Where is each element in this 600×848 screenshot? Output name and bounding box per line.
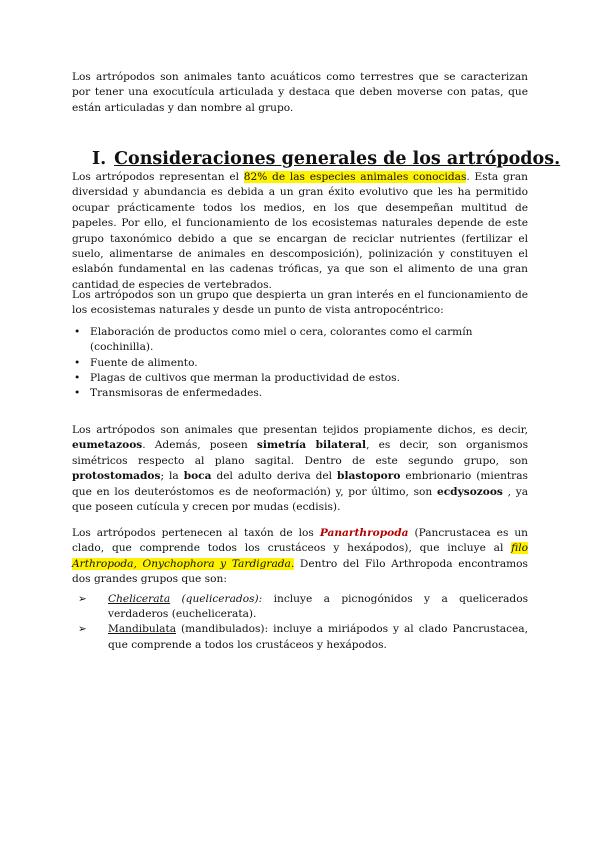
p3-t1: Los artrópodos son animales que presentan tejidos propiamente dichos, es decir,: [72, 424, 528, 436]
list-item: • Plagas de cultivos que merman la productividad de estos.: [90, 371, 528, 386]
list-item: [108, 622, 528, 653]
list-item: [108, 592, 528, 623]
arrow-list: [72, 592, 528, 654]
term-ecdysozoos: ecdysozoos: [436, 485, 503, 498]
term-blastoporo: blastoporo: [337, 470, 401, 483]
p4-t2: (Pancrustacea es un clado, que comprende todos los crustáceos y hexápodos), que incluye al: [72, 527, 528, 555]
bullet-list: [72, 325, 528, 402]
section-number: I.: [92, 149, 107, 169]
p4-highlight: filo Arthropoda, Onychophora y Tardigrada.: [72, 542, 528, 570]
term-protostomados: protostomados: [72, 470, 161, 483]
group-name: Chelicerata: [108, 592, 171, 605]
p1-text-b: . Esta gran diversidad y abundancia es debida a un gran éxito evolutivo que les ha permitido ocupar prácticamente todos los medios, en los que desempeñan multitud de papeles. Por ello, el funcionamiento de los ecosistemas naturales depende de este grupo taxonómico debido a que se encargan de reciclar nutrientes (fertilizar el suelo, alimentarse de animales en descomposición), polinización y constituyen el eslabón fundamental en las cadenas tróficas, ya que son el alimento de una gran cantidad de especies de vertebrados.: [72, 171, 528, 291]
term-boca: boca: [183, 470, 212, 483]
paragraph-taxonomy: [72, 526, 528, 653]
list-item: • Fuente de alimento.: [90, 356, 528, 371]
p4-t1: Los artrópodos pertenecen al taxón de los: [72, 527, 320, 539]
group-desc: incluye a picnogónidos y a quelicerados verdaderos (euchelicerata).: [108, 592, 529, 621]
list-item: • Transmisoras de enfermedades.: [90, 386, 528, 401]
section-heading: [92, 148, 560, 170]
p1-highlight: 82% de las especies animales conocidas: [243, 171, 467, 183]
p3-t5: del adulto deriva del: [211, 470, 338, 483]
paragraph-characteristics: [72, 423, 528, 515]
p3-t7: , ya que poseen cutícula y crecen por mudas (ecdisis).: [72, 485, 529, 514]
p4-t3: Dentro del Filo Arthropoda encontramos dos grandes grupos que son:: [72, 557, 528, 586]
term-eumetazoos: eumetazoos: [72, 439, 143, 452]
group-paren: (quelicerados):: [170, 592, 263, 605]
p3-t4: ; la: [160, 470, 184, 483]
p4-text: [72, 526, 528, 588]
p3-t2: . Además, poseen: [142, 439, 257, 452]
group-paren: (mandibulados):: [176, 623, 269, 636]
term-simetria: simetría bilateral: [256, 439, 367, 452]
section-title: Consideraciones generales de los artrópodos.: [114, 149, 561, 169]
list-item: • Elaboración de productos como miel o cera, colorantes como el carmín (cochinilla).: [90, 325, 528, 356]
paragraph-diversity: [72, 170, 528, 293]
intro-paragraph: Los artrópodos son animales tanto acuáticos como terrestres que se caracterizan por tener una exocutícula articulada y destaca que deben moverse con patas, que están articuladas y dan nombre al grupo.: [72, 71, 528, 114]
paragraph-interest: [72, 288, 528, 402]
p1-text-a: Los artrópodos representan el: [72, 171, 244, 183]
p3-t3: , es decir, son organismos simétricos respecto al plano sagital. Dentro de este segundo grupo, son: [72, 439, 528, 467]
group-desc: incluye a miriápodos y al clado Pancrustacea, que comprende a todos los crustáceos y hexápodos.: [108, 623, 528, 651]
group-name: Mandibulata: [108, 623, 177, 636]
p2-text: Los artrópodos son un grupo que despierta un gran interés en el funcionamiento de los ecosistemas naturales y desde un punto de vista antropocéntrico:: [72, 289, 528, 317]
p3-t6: embrionario (mientras que en los deuteróstomos es de neoformación) y, por último, son: [72, 470, 528, 498]
term-panarthropoda: Panarthropoda: [319, 527, 409, 539]
